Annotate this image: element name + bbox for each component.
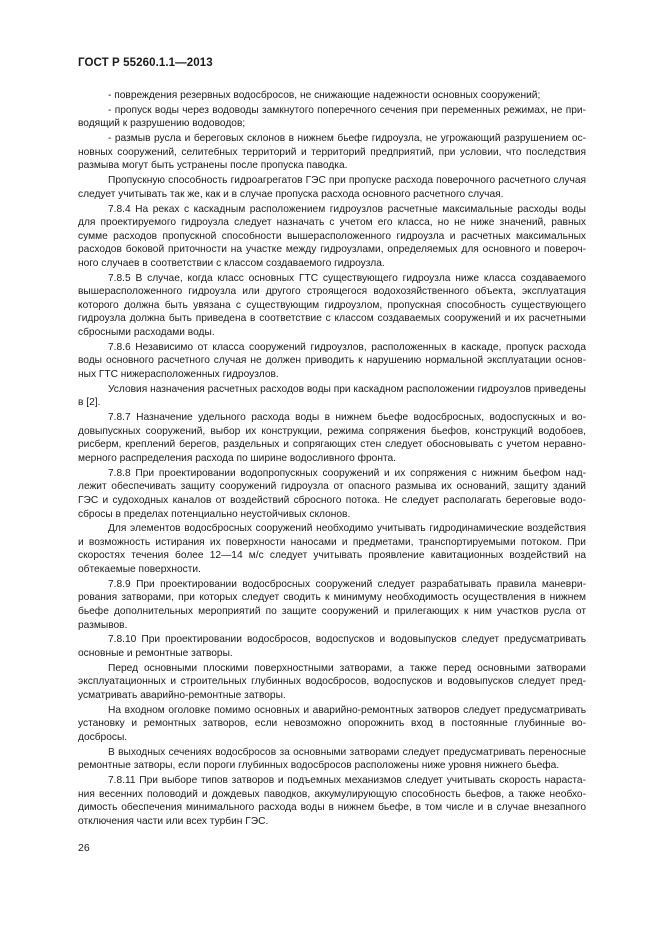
list-item-dash: - повреждения резервных водосбросов, не снижающие надежности основных сооружений; bbox=[108, 90, 541, 101]
paragraph: Условия назначения расчетных расходов воды при каскадном расположении гидроузлов приведены в [2]. bbox=[78, 383, 586, 409]
paragraph: Пропускную способность гидроагрегатов ГЭС при пропуске расхода поверочного расчетного случая следует учитывать так же, как и в случае пропуска расхода основного расчетного случая. bbox=[78, 175, 586, 200]
clause-7-8-6: 7.8.6 Независимо от класса сооружений гидроузлов, расположенных в каскаде, пропуск расхода воды основного расчетного случая не должен приводить к нарушению нормальной эксплуатации основных ГТС нижерасположенных гидроузлов. bbox=[78, 341, 586, 380]
list-item-dash: - размыв русла и береговых склонов в нижнем бьефе гидроузла, не угрожающий разрушением основных сооружений, селитебных территорий и территорий предприятий, при условии, что последствия размыва могут быть устранены после пропуска паводка. bbox=[78, 133, 586, 172]
list-item-dash: - пропуск воды через водоводы замкнутого поперечного сечения при переменных режимах, не приводящий к разрушению водоводов; bbox=[78, 104, 586, 130]
clause-7-8-8: 7.8.8 При проектировании водопропускных сооружений и их сопряжения с нижним бьефом надлежит обеспечивать защиту сооружений гидроузла от опасного размыва их оснований, защиту зданий ГЭС и судоходных каналов от воздействий сбросного потока. Не следует располагать береговые водосбросы в пределах потенциально неустойчивых склонов. bbox=[78, 467, 586, 520]
paragraph: В выходных сечениях водосбросов за основными затворами следует предусматривать переносные ремонтные затворы, если пороги глубинных водосбросов расположены ниже уровня нижнего бьефа. bbox=[78, 746, 586, 772]
paragraph: Для элементов водосбросных сооружений необходимо учитывать гидродинамические воздействия и возможность истирания их поверхности наносами и предметами, транспортируемыми потоком. При скоростях течения более 12—14 м/с следует учитывать проявление кавитационных воздействий на обтекаемые поверхности. bbox=[78, 523, 586, 576]
paragraph: На входном оголовке помимо основных и аварийно-ремонтных затворов следует предусматривать установку и ремонтных затворов, если невозможно опорожнить вход в постоянные глубинные водосбросы. bbox=[78, 704, 586, 743]
document-header: ГОСТ Р 55260.1.1—2013 bbox=[78, 57, 213, 69]
clause-7-8-10: 7.8.10 При проектировании водосбросов, водоспусков и водовыпусков следует предусматривать основные и ремонтные затворы. bbox=[78, 634, 586, 659]
page-number: 26 bbox=[78, 842, 90, 854]
clause-7-8-7: 7.8.7 Назначение удельного расхода воды в нижнем бьефе водосбросных, водоспускных и водовыпускных сооружений, выбор их конструкции, режима сопряжения бьефов, конструкций водобоев, рисберм, креплений берегов, раздельных и сопрягающих стен следует обосновывать с учетом неравномерного распределения расхода по ширине водосливного фронта. bbox=[78, 412, 586, 464]
clause-7-8-5: 7.8.5 В случае, когда класс основных ГТС существующего гидроузла ниже класса создаваемого вышерасположенного гидроузла или другого строящегося водохозяйственного объекта, эксплуатация которого должна быть увязана с существующим гидроузлом, пропускная способность существующего гидроузла должна быть приведена в соответствие с классом создаваемых сооружений и их расчетными сбросными расходами воды. bbox=[78, 272, 586, 339]
clause-7-8-4: 7.8.4 На реках с каскадным расположением гидроузлов расчетные максимальные расходы воды для проектируемого гидроузла следует назначать с учетом его класса, но не ниже значений, равных сумме расходов пропускной способности вышерасположенного гидроузла и расчетных максимальных расходов боковой приточности на участке между гидроузлами, определяемых для основного и поверочного случаев в соответствии с классом создаваемого гидроузла. bbox=[78, 203, 586, 269]
document-body bbox=[78, 89, 586, 830]
clause-7-8-9: 7.8.9 При проектировании водосбросных сооружений следует разрабатывать правила маневрирования затворами, при которых следует сводить к минимуму необходимость осуществления в нижнем бьефе дополнительных мероприятий по защите сооружений и прилегающих к ним участков русла от размывов. bbox=[78, 578, 586, 631]
paragraph: Перед основными плоскими поверхностными затворами, а также перед основными затворами эксплуатационных и строительных глубинных водосбросов, водоспусков и водовыпусков следует предусматривать аварийно-ремонтные затворы. bbox=[78, 662, 586, 701]
clause-7-8-11: 7.8.11 При выборе типов затворов и подъемных механизмов следует учитывать скорость нарастания весенних половодий и дождевых паводков, аккумулирующую способность бьефов, а также необходимость обеспечения минимального расхода воды в нижнем бьефе, в том числе и в случае внезапного отключения части или всех турбин ГЭС. bbox=[78, 775, 586, 827]
